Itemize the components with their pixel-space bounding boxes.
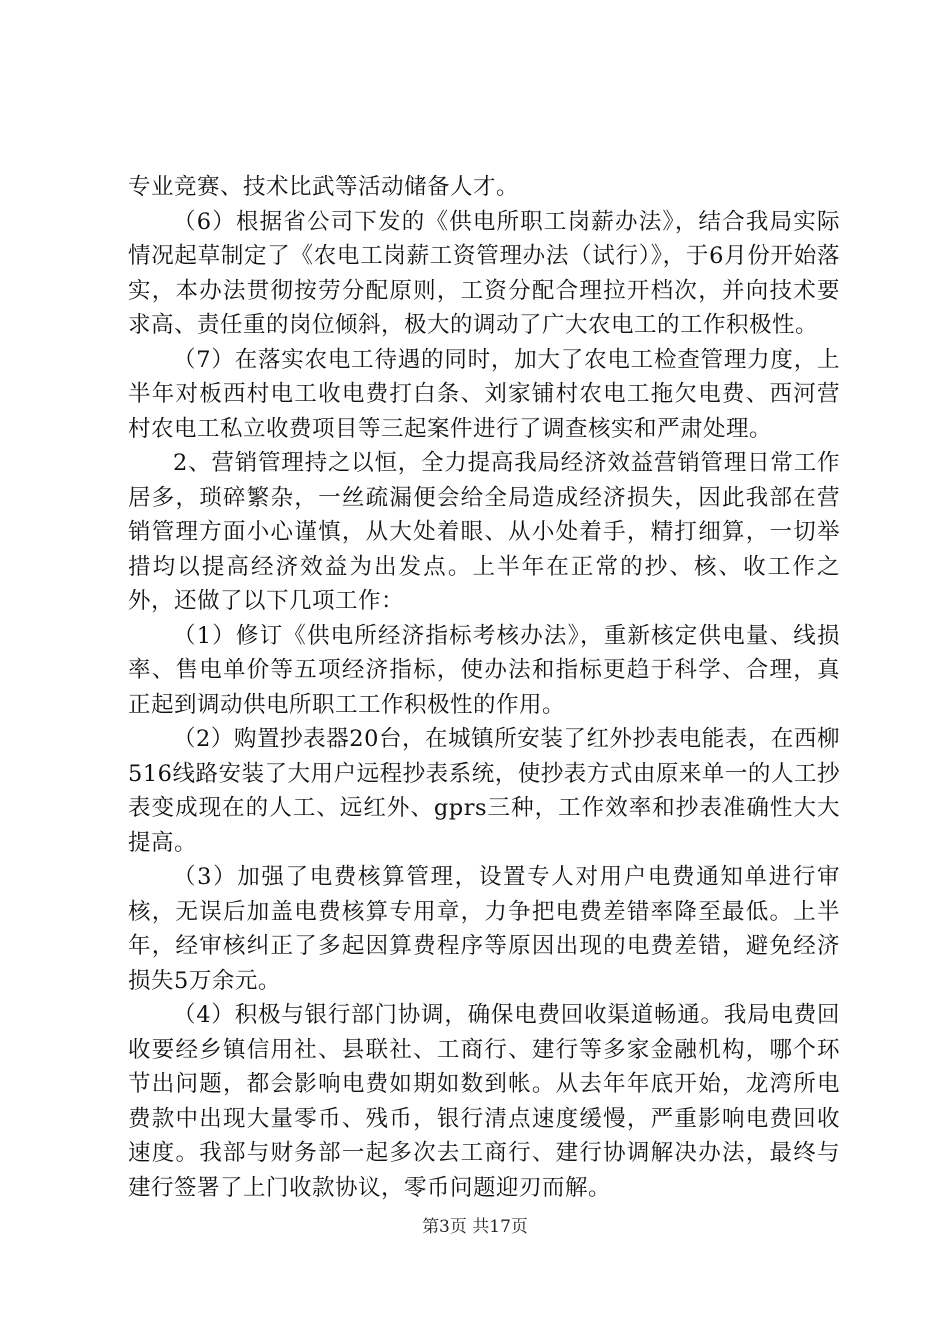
paragraph-item-1: （1）修订《供电所经济指标考核办法》，重新核定供电量、线损率、售电单价等五项经济指标，使办法和指标更趋于科学、合理，真正起到调动供电所职工工作积极性的作用。 <box>128 622 840 718</box>
paragraph-item-3: （3）加强了电费核算管理，设置专人对用户电费通知单进行审核，无误后加盖电费核算专用章，力争把电费差错率降至最低。上半年，经审核纠正了多起因算费程序等原因出现的电费差错，避免经济损失5万余元。 <box>128 864 840 994</box>
page-footer <box>0 1216 950 1238</box>
paragraph-item-4: （4）积极与银行部门协调，确保电费回收渠道畅通。我局电费回收要经乡镇信用社、县联社、工商行、建行等多家金融机构，哪个环节出问题，都会影响电费如期如数到帐。从去年年底开始，龙湾所电费款中出现大量零币、残币，银行清点速度缓慢，严重影响电费回收速度。我部与财务部一起多次去工商行、建行协调解决办法，最终与建行签署了上门收款协议，零币问题迎刃而解。 <box>128 1002 840 1201</box>
paragraph-item-2: （2）购置抄表器20台，在城镇所安装了红外抄表电能表，在西柳516线路安装了大用户远程抄表系统，使抄表方式由原来单一的人工抄表变成现在的人工、远红外、gprs三种，工作效率和抄表准确性大大提高。 <box>128 726 840 856</box>
paragraph-item-7: （7）在落实农电工待遇的同时，加大了农电工检查管理力度，上半年对板西村电工收电费打白条、刘家铺村农电工拖欠电费、西河营村农电工私立收费项目等三起案件进行了调查核实和严肃处理。 <box>128 346 840 442</box>
page-number-label: 第3页 共17页 <box>422 1217 528 1237</box>
paragraph-item-6: （6）根据省公司下发的《供电所职工岗薪办法》，结合我局实际情况起草制定了《农电工岗薪工资管理办法（试行）》，于6月份开始落实，本办法贯彻按劳分配原则，工资分配合理拉开档次，并向技术要求高、责任重的岗位倾斜，极大的调动了广大农电工的工作积极性。 <box>128 208 840 338</box>
paragraph-continuation: 专业竞赛、技术比武等活动储备人才。 <box>128 174 520 200</box>
paragraph-section-2: 2、营销管理持之以恒，全力提高我局经济效益营销管理日常工作居多，琐碎繁杂，一丝疏漏便会给全局造成经济损失，因此我部在营销管理方面小心谨慎，从大处着眼、从小处着手，精打细算，一切举措均以提高经济效益为出发点。上半年在正常的抄、核、收工作之外，还做了以下几项工作： <box>128 450 840 614</box>
document-body <box>128 170 840 1205</box>
